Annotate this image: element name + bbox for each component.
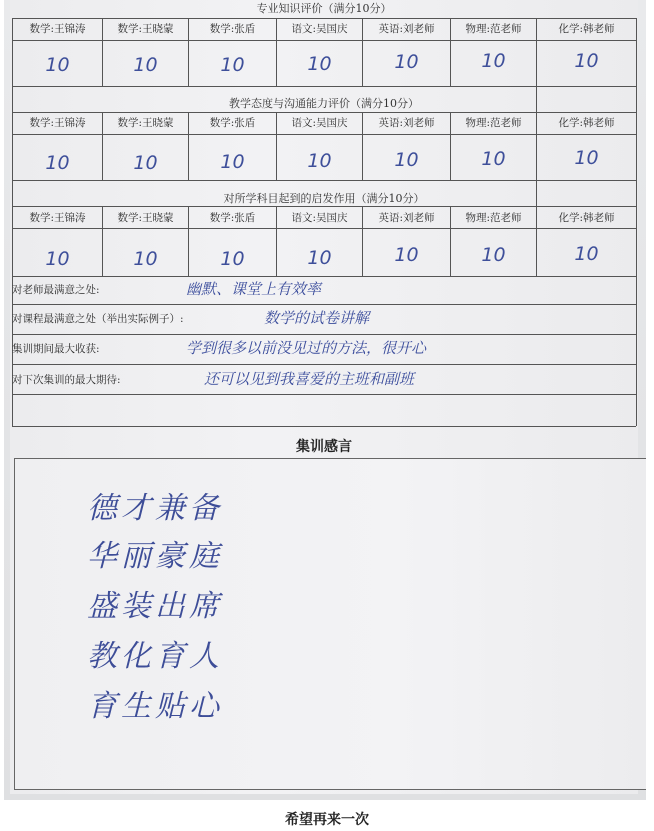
s1-score-7: 10: [574, 50, 599, 72]
s1-header-3: 数学:张盾: [209, 23, 256, 35]
s1-score-2: 10: [133, 54, 158, 76]
question-course-answer: 数学的试卷讲解: [264, 309, 370, 327]
document-photo: [4, 0, 646, 800]
s2-header-5: 英语:刘老师: [378, 117, 435, 129]
s1-score-4: 10: [307, 53, 332, 75]
s1-header-2: 数学:王晓蒙: [117, 23, 174, 35]
s1-score-5: 10: [394, 51, 419, 73]
question-course-label: 对课程最满意之处（举出实际例子）:: [12, 313, 184, 325]
s3-header-7: 化学:韩老师: [558, 212, 615, 224]
section-3-title: 对所学科目起到的启发作用（满分10分）: [223, 192, 425, 205]
message-line-1: 德才兼备: [87, 491, 223, 526]
message-line-4: 教化育人: [87, 639, 223, 674]
s2-header-7: 化学:韩老师: [558, 117, 615, 129]
s3-header-3: 数学:张盾: [209, 212, 256, 224]
question-teacher-answer: 幽默、课堂上有效率: [186, 280, 322, 298]
s3-header-1: 数学:王锦涛: [29, 212, 86, 224]
s1-header-5: 英语:刘老师: [378, 23, 435, 35]
s2-score-3: 10: [220, 151, 245, 173]
s2-score-6: 10: [481, 148, 506, 170]
s3-score-6: 10: [481, 244, 506, 266]
s3-score-2: 10: [133, 248, 158, 270]
s1-score-6: 10: [481, 50, 506, 72]
s3-score-4: 10: [307, 247, 332, 269]
s3-score-7: 10: [574, 243, 599, 265]
s2-header-6: 物理:范老师: [465, 117, 522, 129]
section-1-title: 专业知识评价（满分10分）: [256, 2, 392, 15]
s3-header-4: 语文:吴国庆: [291, 212, 348, 224]
s1-header-1: 数学:王锦涛: [29, 23, 86, 35]
s2-score-5: 10: [394, 149, 419, 171]
s3-score-1: 10: [45, 248, 70, 270]
s3-header-5: 英语:刘老师: [378, 212, 435, 224]
question-teacher-label: 对老师最满意之处:: [12, 284, 100, 296]
s2-header-4: 语文:吴国庆: [291, 117, 348, 129]
question-expectation-label: 对下次集训的最大期待:: [12, 374, 121, 386]
question-gain-label: 集训期间最大收获:: [12, 343, 100, 355]
s1-score-3: 10: [220, 54, 245, 76]
s2-header-2: 数学:王晓蒙: [117, 117, 174, 129]
message-line-3: 盛装出席: [87, 589, 223, 624]
s2-score-7: 10: [574, 147, 599, 169]
s2-header-1: 数学:王锦涛: [29, 117, 86, 129]
section-2-title: 教学态度与沟通能力评价（满分10分）: [229, 97, 419, 110]
question-expectation-answer: 还可以见到我喜爱的主班和副班: [204, 370, 415, 388]
message-line-2: 华丽豪庭: [87, 539, 223, 574]
s3-score-3: 10: [220, 248, 245, 270]
s1-header-6: 物理:范老师: [465, 23, 522, 35]
s2-score-1: 10: [45, 152, 70, 174]
s1-header-4: 语文:吴国庆: [291, 23, 348, 35]
s3-score-5: 10: [394, 244, 419, 266]
s1-header-7: 化学:韩老师: [558, 23, 615, 35]
question-gain-answer: 学到很多以前没见过的方法，很开心: [186, 339, 427, 357]
s1-score-1: 10: [45, 54, 70, 76]
message-title: 集训感言: [296, 439, 352, 455]
evaluation-sheet: [10, 0, 638, 794]
s2-header-3: 数学:张盾: [209, 117, 256, 129]
image-caption: 希望再来一次: [285, 812, 369, 828]
s2-score-2: 10: [133, 152, 158, 174]
message-box: [14, 458, 646, 790]
s3-header-2: 数学:王晓蒙: [117, 212, 174, 224]
s3-header-6: 物理:范老师: [465, 212, 522, 224]
s2-score-4: 10: [307, 150, 332, 172]
message-line-5: 育生贴心: [87, 689, 223, 724]
